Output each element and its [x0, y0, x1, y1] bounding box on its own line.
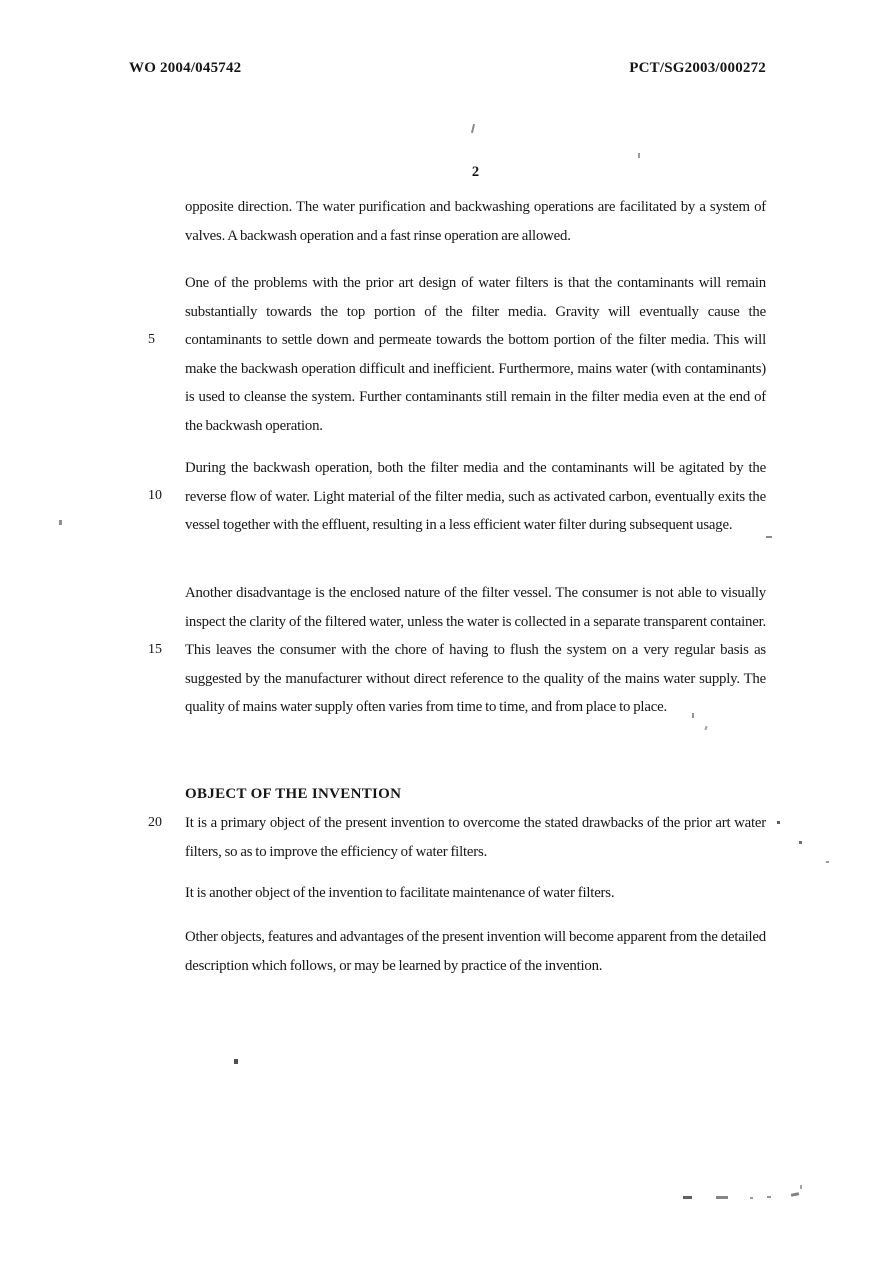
section-heading-object-of-invention: OBJECT OF THE INVENTION [185, 786, 402, 802]
margin-line-number-20: 20 [148, 815, 162, 830]
scan-speck [767, 1196, 771, 1198]
header-publication-number: WO 2004/045742 [129, 60, 242, 76]
scan-speck [683, 1196, 692, 1199]
margin-line-number-15: 15 [148, 642, 162, 657]
margin-line-number-10: 10 [148, 488, 162, 503]
scan-speck [471, 124, 475, 133]
paragraph-prior-art-problems: One of the problems with the prior art design of water filters is that the contaminants will remain substantially towards the top portion of the filter media. Gravity will eventually cause the contaminants to settle down and permeate towards the bottom portion of the filter media. This will make the backwash operation difficult and inefficient. Furthermore, mains water (with contaminants) is used to cleanse the system. Further contaminants still remain in the filter media even at the end of the backwash operation. [185, 275, 766, 434]
paragraph-other-objects: Other objects, features and advantages of the present invention will become apparent from the detailed description which follows, or may be learned by practice of the invention. [185, 929, 766, 974]
paragraph-enclosed-vessel-disadvantage: Another disadvantage is the enclosed nature of the filter vessel. The consumer is not able to visually inspect the clarity of the filtered water, unless the water is collected in a separate transparent container. This leaves the consumer with the chore of having to flush the system on a very regular basis as suggested by the manufacturer without direct reference to the quality of the mains water supply. The quality of mains water supply often varies from time to time, and from place to place. [185, 585, 766, 715]
scan-speck [638, 153, 640, 158]
scan-speck [704, 726, 707, 730]
scan-speck [692, 713, 694, 718]
scan-speck [800, 1185, 802, 1189]
scan-speck [777, 821, 780, 824]
scan-speck [234, 1059, 238, 1064]
scan-speck [716, 1196, 728, 1199]
paragraph-backwash-agitation: During the backwash operation, both the filter media and the contaminants will be agitated by the reverse flow of water. Light material of the filter media, such as activated carbon, eventually exits the vessel together with the effluent, resulting in a less efficient water filter during subsequent usage. [185, 460, 766, 533]
scan-speck [799, 841, 802, 844]
scan-speck [59, 520, 62, 525]
page-number: 2 [471, 164, 480, 180]
scan-speck [766, 536, 772, 538]
scan-speck [826, 861, 829, 863]
margin-line-number-5: 5 [148, 332, 155, 347]
paragraph-another-object: It is another object of the invention to facilitate maintenance of water filters. [185, 885, 615, 901]
scan-speck [750, 1197, 753, 1199]
paragraph-opposite-direction: opposite direction. The water purification and backwashing operations are facilitated by a system of valves. A backwash operation and a fast rinse operation are allowed. [185, 199, 766, 244]
header-application-number: PCT/SG2003/000272 [629, 60, 766, 76]
paragraph-primary-object: It is a primary object of the present invention to overcome the stated drawbacks of the prior art water filters, so as to improve the efficiency of water filters. [185, 815, 766, 860]
scan-speck [791, 1192, 799, 1197]
